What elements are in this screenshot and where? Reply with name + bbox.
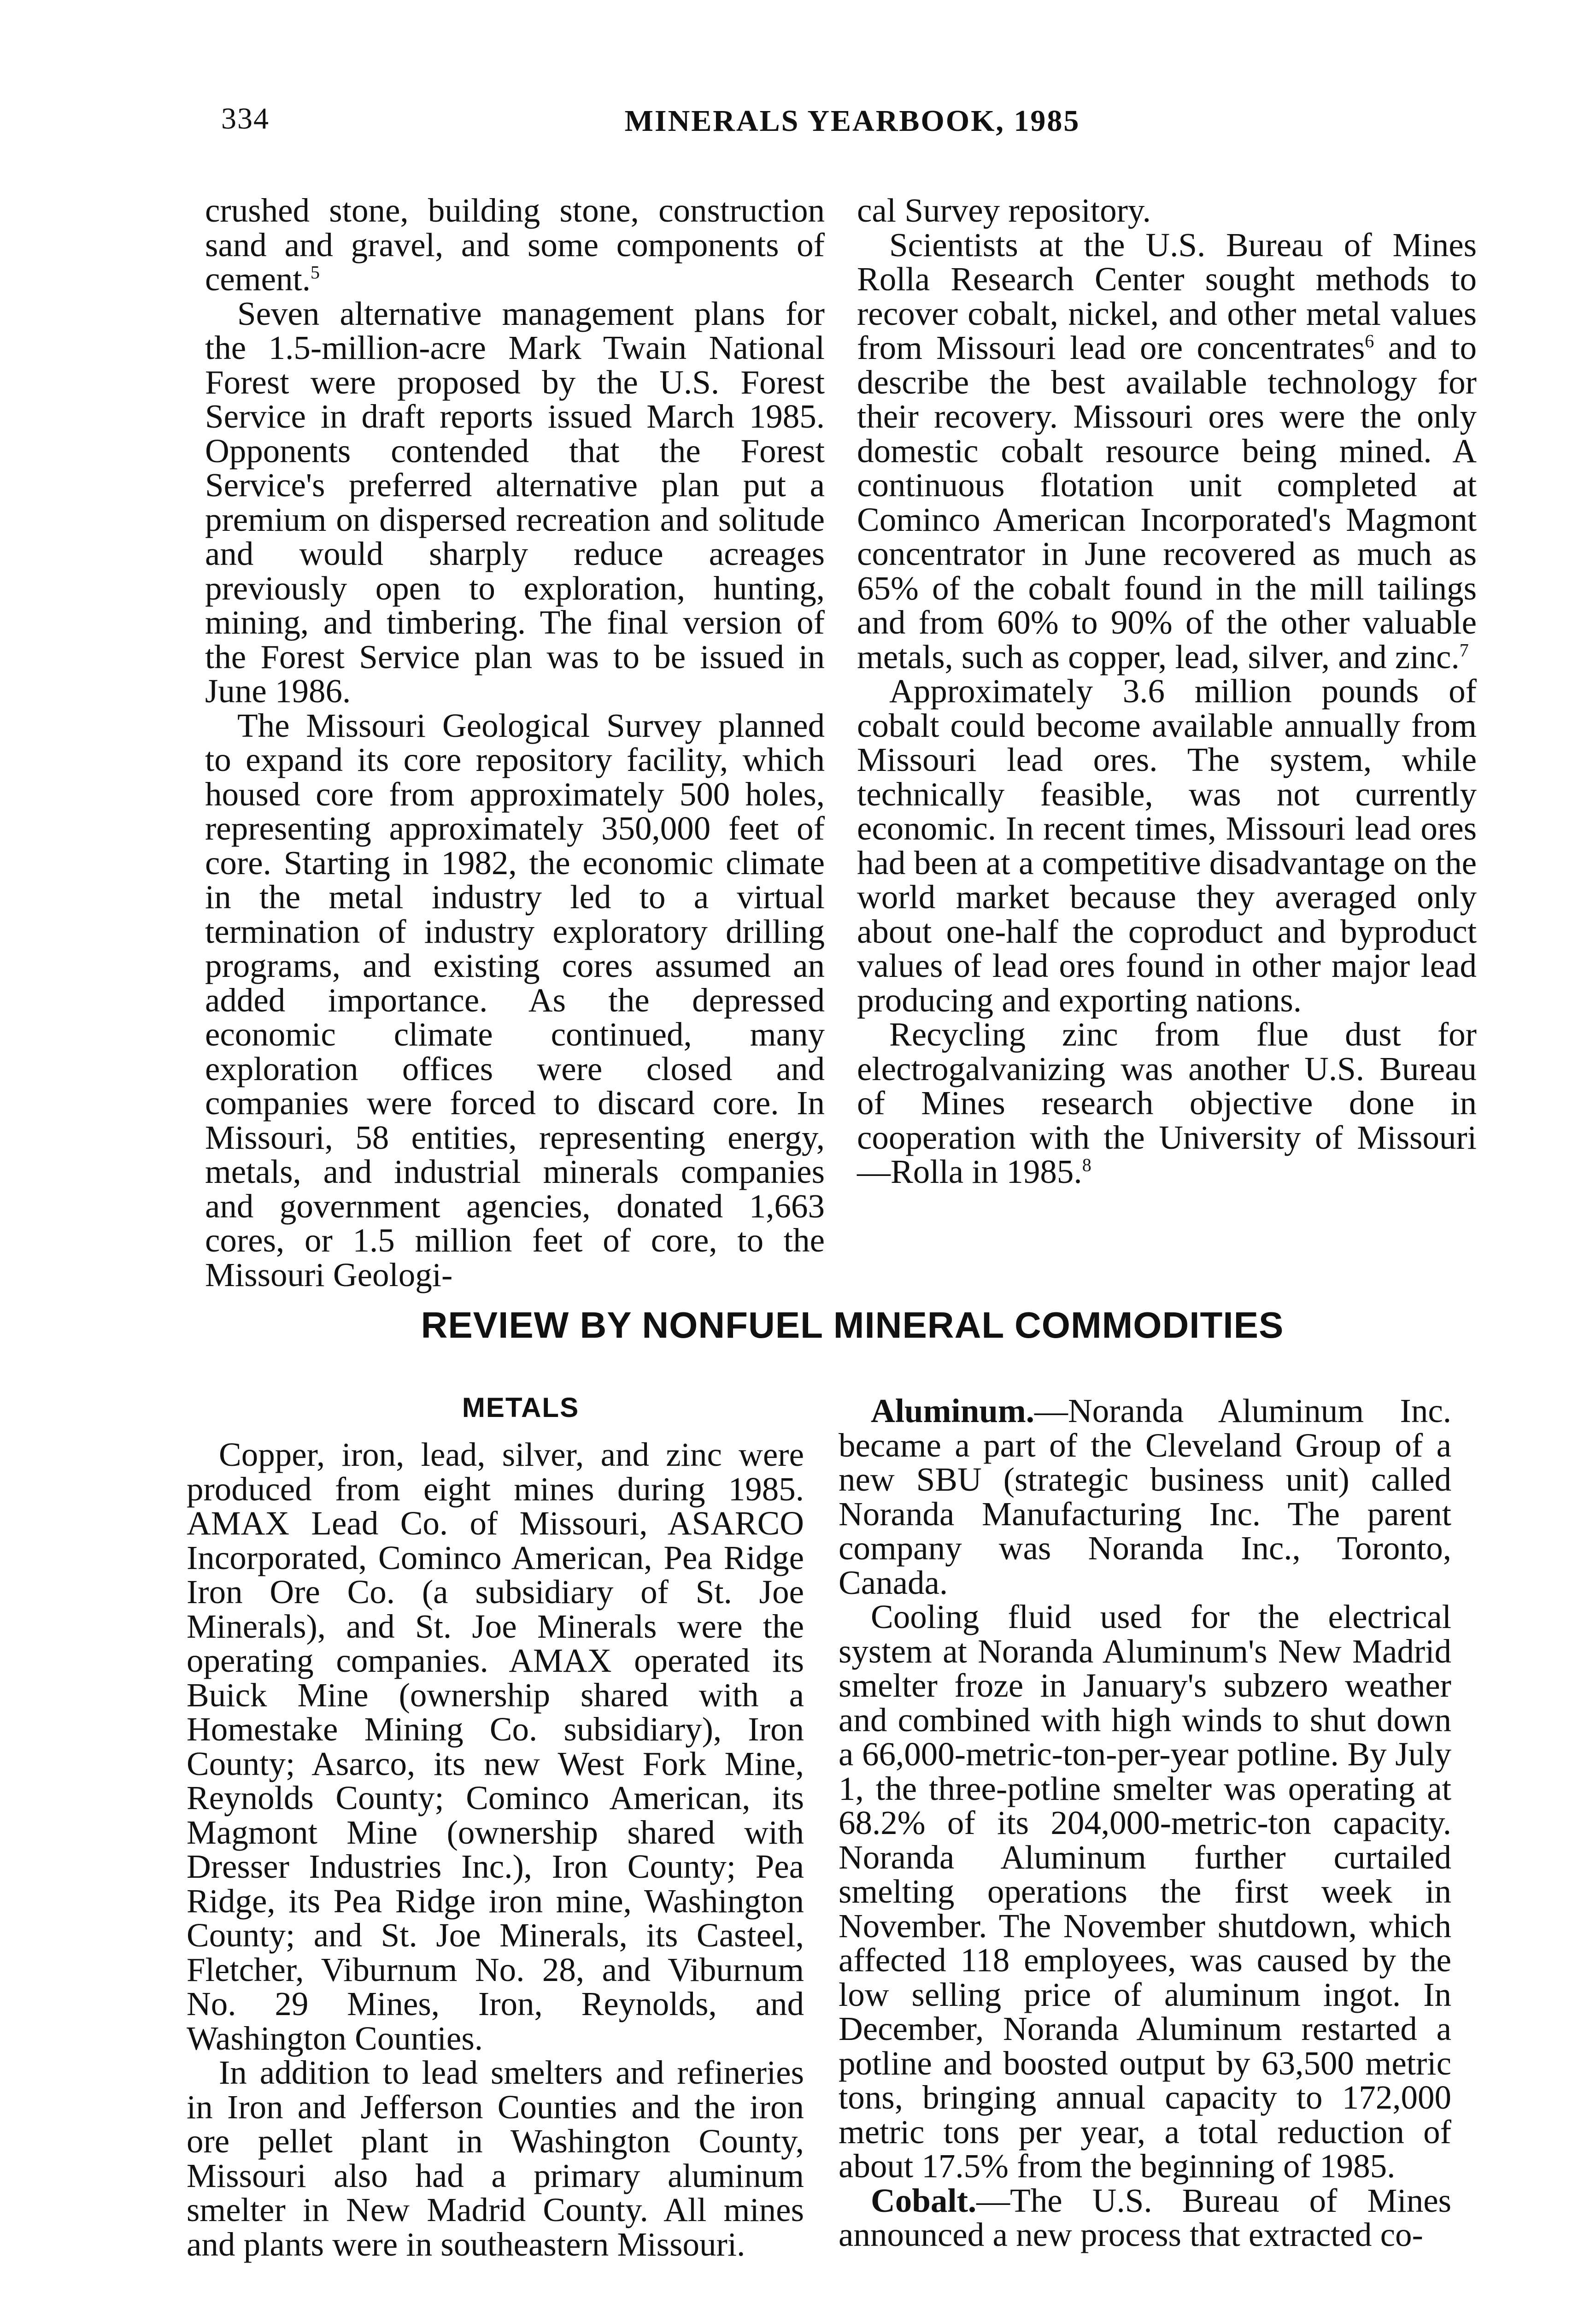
- paragraph: [839, 2181, 1451, 2253]
- column-bottom-right: [839, 1394, 1451, 2252]
- column-top-right: [857, 194, 1477, 1189]
- footnote-ref: 7: [1459, 640, 1469, 661]
- footnote-ref: 6: [1365, 330, 1374, 352]
- column-top-left: [205, 194, 825, 1292]
- paragraph: Cooling fluid used for the electrical system at Noranda Aluminum's New Madrid smelter froze in January's subzero weather and combined with high winds to shut down a 66,000-metric-ton-per-year potline. By July 1, the three-potline smelter was operating at 68.2% of its 204,000-metric-ton capacity. Noranda Aluminum further curtailed smelting operations the first week in November. The November shutdown, which affected 118 employees, was caused by the low selling price of aluminum ingot. In December, Noranda Aluminum restarted a potline and boosted output by 63,500 metric tons, bringing annual capacity to 172,000 metric tons per year, a total reduction of about 17.5% from the beginning of 1985.: [839, 1598, 1451, 2185]
- run-in-heading: Aluminum.: [871, 1392, 1034, 1429]
- paragraph-text: and to describe the best available technology for their recovery. Missouri ores were the only domestic cobalt resource being mined. A continuous flotation unit completed at Cominco American Incorporated's Magmont concentrator in June recovered as much as 65% of the cobalt found in the mill tailings and from 60% to 90% of the other valuable metals, such as copper, lead, silver, and zinc.: [857, 329, 1477, 676]
- paragraph-text: —The U.S. Bureau of Mines announced a new process that extracted co-: [839, 2181, 1451, 2253]
- paragraph-text: crushed stone, building stone, construction sand and gravel, and some components of cement.: [205, 192, 825, 298]
- paragraph: [857, 1017, 1477, 1189]
- paragraph: Approximately 3.6 million pounds of cobalt could become available annually from Missouri lead ores. The system, while technically feasible, was not currently economic. In recent times, Missouri lead ores had been at a competitive disadvantage on the world market because they averaged only about one-half the coproduct and byproduct values of lead ores found in other major lead producing and exporting nations.: [857, 672, 1477, 1019]
- column-bottom-left: [187, 1438, 804, 2262]
- subsection-heading: METALS: [462, 1392, 580, 1423]
- page-number: 334: [221, 102, 270, 135]
- footnote-ref: 8: [1082, 1154, 1091, 1176]
- running-title: MINERALS YEARBOOK, 1985: [624, 104, 1080, 138]
- paragraph: [857, 228, 1477, 675]
- paragraph: In addition to lead smelters and refineries in Iron and Jefferson Counties and the iron ore pellet plant in Washington County, Missouri also had a primary aluminum smelter in New Madrid County. All mines and plants were in southeastern Missouri.: [187, 2054, 804, 2263]
- paragraph: The Missouri Geological Survey planned to expand its core repository facility, which housed core from approximately 500 holes, representing approximately 350,000 feet of core. Starting in 1982, the economic climate in the metal industry led to a virtual termination of industry exploratory drilling programs, and existing cores assumed an added importance. As the depressed economic climate continued, many exploration offices were closed and companies were forced to discard core. In Missouri, 58 entities, representing energy, metals, and industrial minerals companies and government agencies, donated 1,663 cores, or 1.5 million feet of core, to the Missouri Geologi-: [205, 706, 825, 1293]
- run-in-heading: Cobalt.: [871, 2181, 977, 2219]
- paragraph: cal Survey repository.: [857, 192, 1151, 229]
- section-heading: REVIEW BY NONFUEL MINERAL COMMODITIES: [421, 1305, 1284, 1346]
- paragraph: [205, 194, 825, 297]
- paragraph-text: Recycling zinc from flue dust for electrogalvanizing was another U.S. Bureau of Mines research objective done in cooperation with the University of Missouri—Rolla in 1985.: [857, 1016, 1477, 1190]
- footnote-ref: 5: [311, 262, 320, 283]
- paragraph: Copper, iron, lead, silver, and zinc were produced from eight mines during 1985. AMAX Lead Co. of Missouri, ASARCO Incorporated, Cominco American, Pea Ridge Iron Ore Co. (a subsidiary of St. Joe Minerals), and St. Joe Minerals were the operating companies. AMAX operated its Buick Mine (ownership shared with a Homestake Mining Co. subsidiary), Iron County; Asarco, its new West Fork Mine, Reynolds County; Cominco American, its Magmont Mine (ownership shared with Dresser Industries Inc.), Iron County; Pea Ridge, its Pea Ridge iron mine, Washington County; and St. Joe Minerals, its Casteel, Fletcher, Viburnum No. 28, and Viburnum No. 29 Mines, Iron, Reynolds, and Washington Counties.: [187, 1436, 804, 2057]
- paragraph: [839, 1394, 1451, 1600]
- paragraph: Seven alternative management plans for the 1.5-million-acre Mark Twain National Forest were proposed by the U.S. Forest Service in draft reports issued March 1985. Opponents contended that the Forest Service's preferred alternative plan put a premium on dispersed recreation and solitude and would sharply reduce acreages previously open to exploration, hunting, mining, and timbering. The final version of the Forest Service plan was to be issued in June 1986.: [205, 294, 825, 710]
- paragraph-text: —Noranda Aluminum Inc. became a part of the Cleveland Group of a new SBU (strategic business unit) called Noranda Manufacturing Inc. The parent company was Noranda Inc., Toronto, Canada.: [839, 1392, 1451, 1601]
- paragraph-text: Scientists at the U.S. Bureau of Mines Rolla Research Center sought methods to recover cobalt, nickel, and other metal values from Missouri lead ore concentrates: [857, 226, 1477, 366]
